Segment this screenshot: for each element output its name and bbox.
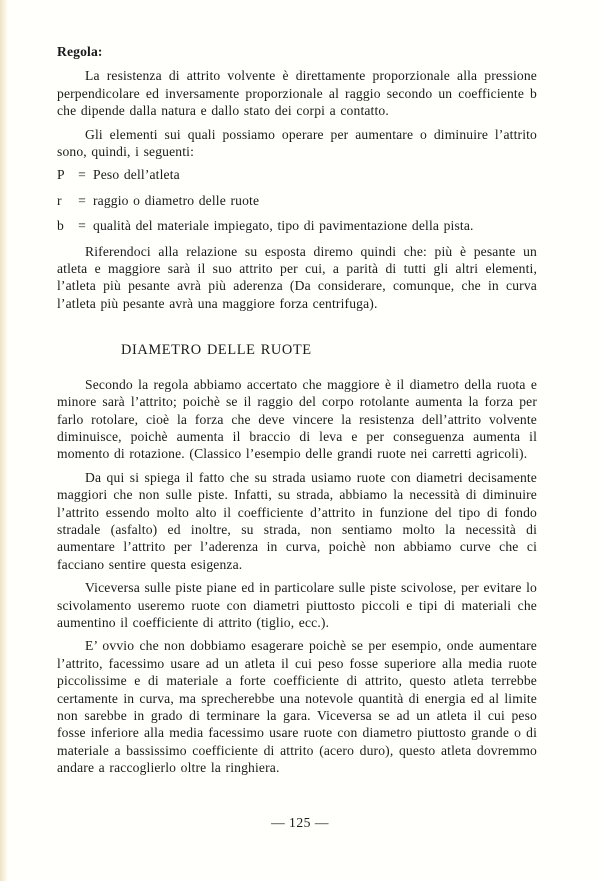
definition-item	[57, 166, 537, 183]
paragraph-section: E’ ovvio che non dobbiamo esagerare poichè se per esempio, onde aumentare l’attrito, facessimo usare ad un atleta il cui peso fosse superiore alla media ruote piccolissime e di materiale a forte coefficiente di attrito, questo atleta terrebbe certamente in curva, ma sprecherebbe una notevole quantità di energia ed al limite non sarebbe in grado di terminare la gara. Viceversa se ad un atleta il cui peso fosse inferiore alla media facessimo usare ruote con diametro piuttosto grande o di materiale a bassissimo coefficiente di attrito (acero duro), questo atleta dovremmo andare a raccoglierlo oltre la ringhiera.	[57, 638, 537, 776]
paragraph-elements-intro: Gli elementi sui quali possiamo operare per aumentare o diminuire l’attrito sono, quindi, i seguenti:	[57, 126, 537, 160]
definition-item	[57, 217, 537, 234]
rule-label: Regola:	[57, 44, 103, 59]
definition-text: Peso dell’atleta	[93, 167, 180, 183]
page-binding-edge	[0, 0, 8, 881]
page-number: — 125 —	[271, 815, 329, 830]
paragraph-section: Viceversa sulle piste piane ed in particolare sulle piste scivolose, per evitare lo scivolamento useremo ruote con diametri piuttosto piccoli e tipi di materiali che aumentino il coefficiente di attrito (tiglio, ecc.).	[57, 580, 537, 630]
definition-symbol: r	[57, 192, 62, 208]
section-heading: DIAMETRO DELLE RUOTE	[121, 342, 312, 359]
definition-symbol: b	[57, 218, 64, 234]
equals-sign: =	[78, 167, 86, 183]
paragraph-section: Secondo la regola abbiamo accertato che maggiore è il diametro della ruota e minore sarà l’attrito; poichè se il raggio del corpo rotolante aumenta la forza per farlo rotolare, cioè la forza che deve vincere la resistenza dell’attrito volvente diminuisce, poichè aumenta il braccio di leva e per conseguenza aumenta il momento di rotazione. (Classico l’esempio delle grandi ruote nei carretti agricoli).	[57, 376, 537, 462]
page-body	[57, 43, 537, 783]
equals-sign: =	[78, 218, 86, 234]
definition-item	[57, 192, 537, 209]
paragraph-section: Da qui si spiega il fatto che su strada usiamo ruote con diametri decisamente maggiori che non sulle piste. Infatti, su strada, abbiamo la necessità di diminuire l’attrito essendo molto alto il coefficiente d’attrito in funzione del tipo di fondo stradale (asfalto) ed inoltre, su strada, non sentiamo molto la necessità di aumentare l’attrito per l’aderenza in curva, poichè non abbiamo curve che ci facciano sentire questa esigenza.	[57, 469, 537, 572]
paragraph-conclusion: Riferendoci alla relazione su esposta diremo quindi che: più è pesante un atleta e maggiore sarà il suo attrito per cui, a parità di tutti gli altri elementi, l’atleta più pesante avrà più aderenza (Da considerare, comunque, che in curva l’atleta più pesante avrà una maggiore forza centrifuga).	[57, 243, 537, 311]
definition-text: raggio o diametro delle ruote	[93, 192, 260, 208]
definition-symbol: P	[57, 167, 65, 183]
paragraph-rule: La resistenza di attrito volvente è direttamente proporzionale alla pressione perpendicolare ed inversamente proporzionale al raggio secondo un coefficiente b che dipende dalla natura e dallo stato dei corpi a contatto.	[57, 68, 537, 119]
definition-list	[57, 166, 537, 234]
equals-sign: =	[78, 192, 86, 208]
definition-text: qualità del materiale impiegato, tipo di pavimentazione della pista.	[93, 218, 474, 234]
